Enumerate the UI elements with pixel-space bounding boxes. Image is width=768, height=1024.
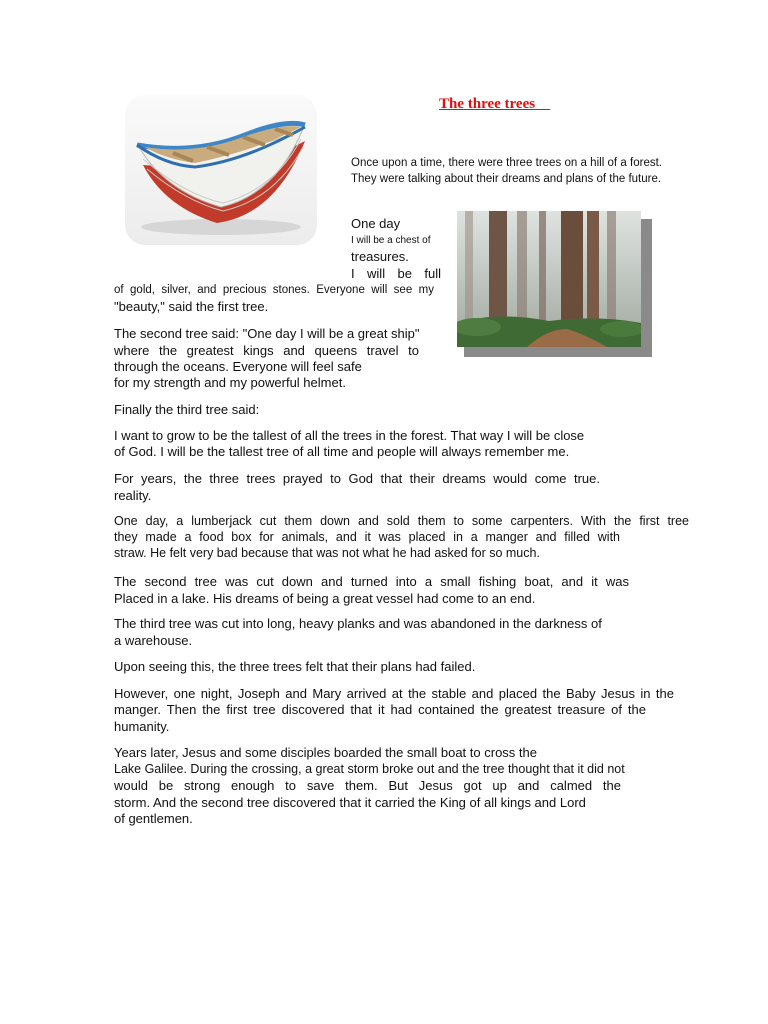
third-tree-intro: Finally the third tree said: [114, 402, 260, 417]
first-tree-line-1: One day [351, 216, 401, 231]
second-cut-line-1: The second tree was cut down and turned into a small fishing boat, and it was [114, 574, 629, 589]
second-tree-line-3: through the oceans. Everyone will feel safe [114, 359, 362, 374]
page-title: The three trees [439, 96, 536, 112]
galilee-line-4: storm. And the second tree discovered that it carried the King of all kings and Lord [114, 795, 586, 810]
first-tree-line-6: "beauty," said the first tree. [114, 299, 269, 314]
first-tree-line-2: I will be a chest of [351, 235, 431, 246]
forest-image [457, 211, 641, 347]
galilee-line-2: Lake Galilee. During the crossing, a great storm broke out and the tree thought that it did not [114, 762, 625, 776]
second-cut-line-2: Placed in a lake. His dreams of being a great vessel had come to an end. [114, 591, 536, 606]
joseph-line-1: However, one night, Joseph and Mary arrived at the stable and placed the Baby Jesus in the [114, 686, 674, 701]
tallest-line-2: of God. I will be the tallest tree of all time and people will always remember me. [114, 444, 570, 459]
joseph-line-2: manger. Then the first tree discovered that it had contained the greatest treasure of the [114, 702, 646, 717]
third-cut-line-1: The third tree was cut into long, heavy planks and was abandoned in the darkness of [114, 616, 602, 631]
boat-image [125, 95, 317, 245]
second-tree-line-1: The second tree said: "One day I will be a great ship" [114, 326, 420, 341]
galilee-line-1: Years later, Jesus and some disciples boarded the small boat to cross the [114, 745, 537, 760]
tallest-line-1: I want to grow to be the tallest of all the trees in the forest. That way I will be close [114, 428, 585, 443]
years-line-2: reality. [114, 488, 152, 503]
joseph-line-3: humanity. [114, 719, 170, 734]
first-tree-line-3: treasures. [351, 249, 409, 264]
first-tree-line-5: of gold, silver, and precious stones. Everyone will see my [114, 284, 434, 296]
redwood-forest-illustration [457, 211, 641, 347]
third-cut-line-2: a warehouse. [114, 633, 193, 648]
first-tree-line-4: I will be full [351, 266, 441, 281]
lumberjack-line-3: straw. He felt very bad because that was not what he had asked for so much. [114, 546, 540, 560]
second-tree-line-4: for my strength and my powerful helmet. [114, 375, 346, 390]
years-line-1: For years, the three trees prayed to God that their dreams would come true. [114, 471, 600, 486]
lumberjack-line-1: One day, a lumberjack cut them down and sold them to some carpenters. With the first tree [114, 514, 689, 528]
galilee-line-3: would be strong enough to save them. But Jesus got up and calmed the [114, 778, 621, 793]
rowboat-illustration [125, 95, 317, 245]
failed-paragraph: Upon seeing this, the three trees felt that their plans had failed. [114, 659, 476, 674]
intro-paragraph: Once upon a time, there were three trees on a hill of a forest. They were talking about their dreams and plans of the future. [351, 157, 662, 185]
galilee-line-5: of gentlemen. [114, 811, 193, 826]
lumberjack-line-2: they made a food box for animals, and it was placed in a manger and filled with [114, 530, 620, 544]
second-tree-line-2: where the greatest kings and queens travel to [114, 343, 419, 358]
